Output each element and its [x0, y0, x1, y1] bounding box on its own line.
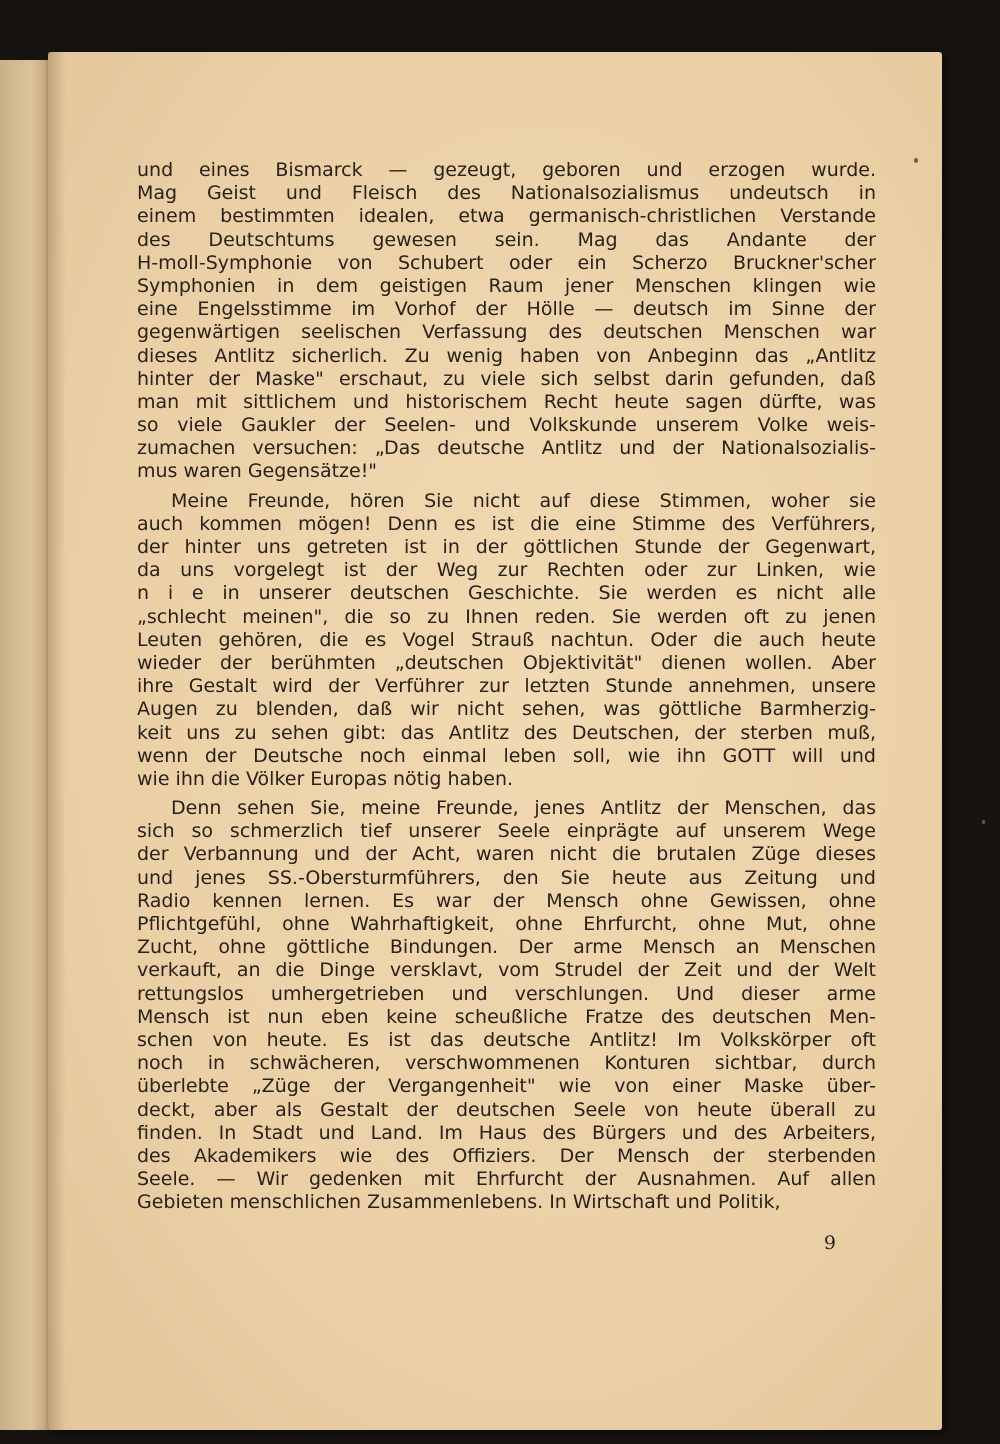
text-line: gegenwärtigen seelischen Verfassung des deutschen Menschen war — [137, 321, 876, 344]
text-line: mus waren Gegensätze!" — [137, 460, 378, 483]
text-line: der hinter uns getreten ist in der göttlichen Stunde der Gegenwart, — [137, 536, 876, 558]
text-line: schen von heute. Es ist das deutsche Antlitz! Im Volkskörper oft — [137, 1028, 876, 1051]
page-number: 9 — [823, 1232, 836, 1254]
text-line: Mensch ist nun eben keine scheußliche Fratze des deutschen Men- — [137, 1005, 876, 1028]
text-line: einem bestimmten idealen, etwa germanisch-christlichen Verstande — [137, 205, 876, 228]
text-line: H-moll-Symphonie von Schubert oder ein Scherzo Bruckner'scher — [137, 251, 876, 274]
text-line: keit uns zu sehen gibt: das Antlitz des Deutschen, der sterben muß, — [137, 721, 876, 744]
text-line: ihre Gestalt wird der Verführer zur letzten Stunde annehmen, unsere — [137, 675, 876, 698]
text-line: Leuten gehören, die es Vogel Strauß nachtun. Oder die auch heute — [137, 628, 876, 651]
text-line: Meine Freunde, hören Sie nicht auf diese Stimmen, woher sie — [171, 489, 876, 512]
underlying-page-edge — [0, 60, 52, 1430]
text-line: „schlecht meinen", die so zu Ihnen reden. Sie werden oft zu jenen — [137, 605, 876, 628]
text-line: wieder der berühmten „deutschen Objektivität" dienen wollen. Aber — [137, 651, 876, 674]
text-line: hinter der Maske" erschaut, zu viele sich selbst darin gefunden, daß — [137, 367, 876, 390]
text-line: wenn der Deutsche noch einmal leben soll, wie ihn GOTT will und — [137, 744, 876, 767]
text-line: Augen zu blenden, daß wir nicht sehen, was göttliche Barmherzig- — [137, 698, 876, 721]
text-line: wie ihn die Völker Europas nötig haben. — [137, 767, 514, 790]
text-line: n i e in unserer deutschen Geschichte. Sie werden es nicht alle — [137, 582, 876, 605]
text-line: so viele Gaukler der Seelen- und Volkskunde unserem Volke weis- — [137, 414, 876, 437]
text-line: noch in schwächeren, verschwommenen Konturen sichtbar, durch — [137, 1052, 876, 1075]
page-gutter-shadow — [48, 52, 66, 1430]
text-line: man mit sittlichem und historischem Recht heute sagen dürfte, was — [137, 390, 876, 413]
text-line: Symphonien in dem geistigen Raum jener Menschen klingen wie — [137, 274, 876, 297]
text-line: dieses Antlitz sicherlich. Zu wenig haben von Anbeginn das „Antlitz — [137, 344, 876, 367]
text-line: auch kommen mögen! Denn es ist die eine Stimme des Verführers, — [137, 512, 876, 535]
text-line: der Verbannung und der Acht, waren nicht die brutalen Züge dieses — [137, 843, 876, 866]
text-line: zumachen versuchen: „Das deutsche Antlitz und der Nationalsozialis- — [137, 437, 876, 460]
paper-speck — [982, 820, 985, 824]
text-line: verkauft, an die Dinge versklavt, vom Strudel der Zeit und der Welt — [137, 959, 876, 982]
body-text — [137, 159, 876, 1214]
text-line: und eines Bismarck — gezeugt, geboren und erzogen wurde. — [137, 159, 876, 181]
paper-speck — [914, 158, 918, 163]
paragraph — [137, 159, 876, 484]
text-line: Denn sehen Sie, meine Freunde, jenes Antlitz der Menschen, das — [171, 797, 876, 820]
text-line: des Akademikers wie des Offiziers. Der Mensch der sterbenden — [137, 1144, 876, 1167]
text-line: überlebte „Züge der Vergangenheit" wie von einer Maske über- — [137, 1075, 876, 1098]
text-line: finden. In Stadt und Land. Im Haus des Bürgers und des Arbeiters, — [137, 1121, 876, 1144]
paragraph — [137, 490, 876, 791]
text-line: Gebieten menschlichen Zusammenlebens. In Wirtschaft und Politik, — [137, 1191, 781, 1214]
text-line: Radio kennen lernen. Es war der Mensch ohne Gewissen, ohne — [137, 889, 876, 912]
text-line: Seele. — Wir gedenken mit Ehrfurcht der Ausnahmen. Auf allen — [137, 1168, 876, 1191]
text-line: und jenes SS.-Obersturmführers, den Sie heute aus Zeitung und — [137, 866, 876, 889]
text-line: Pflichtgefühl, ohne Wahrhaftigkeit, ohne Ehrfurcht, ohne Mut, ohne — [137, 913, 876, 935]
text-line: des Deutschtums gewesen sein. Mag das Andante der — [137, 228, 876, 251]
text-line: da uns vorgelegt ist der Weg zur Rechten oder zur Linken, wie — [137, 559, 876, 582]
text-line: eine Engelsstimme im Vorhof der Hölle — deutsch im Sinne der — [137, 298, 876, 321]
paragraphs-container — [137, 159, 876, 1214]
text-line: deckt, aber als Gestalt der deutschen Seele von heute überall zu — [137, 1098, 876, 1121]
text-line: Mag Geist und Fleisch des Nationalsozialismus undeutsch in — [137, 182, 876, 205]
book-page — [48, 52, 942, 1430]
text-line: Zucht, ohne göttliche Bindungen. Der arme Mensch an Menschen — [137, 936, 876, 959]
text-line: sich so schmerzlich tief unserer Seele einprägte auf unserem Wege — [137, 820, 876, 843]
text-line: rettungslos umhergetrieben und verschlungen. Und dieser arme — [137, 982, 876, 1005]
paragraph — [137, 797, 876, 1214]
